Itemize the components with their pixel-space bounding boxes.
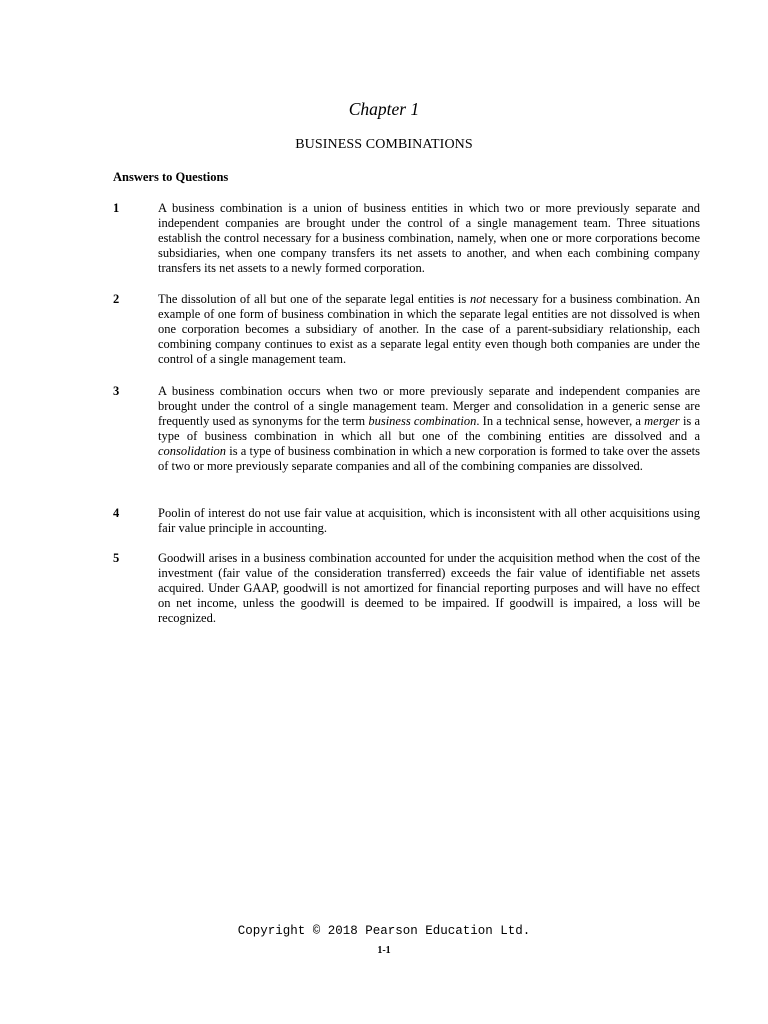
answer-number: 4 xyxy=(113,506,120,520)
answer-number: 3 xyxy=(113,384,120,398)
answer-text: Goodwill arises in a business combination accounted for under the acquisition method when the cost of the investment (fair value of the consideration transferred) exceeds the fair value of identifiable net assets acquired. Under GAAP, goodwill is not amortized for financial reporting purposes and will have no effect on net income, unless the goodwill is deemed to be impaired. If goodwill is impaired, a loss will be recognized. xyxy=(158,551,700,625)
answer-item-5 xyxy=(113,551,700,626)
term-consolidation: consolidation xyxy=(158,444,227,458)
emphasis-text: not xyxy=(470,292,487,306)
answer-text: A business combination is a union of business entities in which two or more previously separate and independent companies are brought under the control of a single management team. Three situations establish the control necessary for a business combination, namely, when one or more corporations become subsidiaries, when one company transfers its net assets to another, and when each combining company transfers its net assets to a newly formed corporation. xyxy=(158,201,700,275)
answer-text: Poolin of interest do not use fair value at acquisition, which is inconsistent with all other acquisitions using fair value principle in accounting. xyxy=(158,506,700,535)
answer-text-part: The dissolution of all but one of the separate legal entities is xyxy=(158,292,471,306)
copyright-footer: Copyright © 2018 Pearson Education Ltd. xyxy=(237,924,531,938)
section-subheading: Answers to Questions xyxy=(113,170,229,184)
answer-number: 5 xyxy=(113,551,120,565)
answer-number: 2 xyxy=(113,292,120,306)
chapter-heading: Chapter 1 xyxy=(348,99,420,119)
answer-number: 1 xyxy=(113,201,120,215)
answer-text xyxy=(158,384,700,474)
answer-item-4 xyxy=(113,506,700,536)
answer-text-part: is a type of business combination in which a new corporation is formed to take over the assets of two or more previously separate companies and all of the combining companies are dissolved. xyxy=(158,444,700,473)
answer-text-part: A business combination occurs when two or more previously separate and independent companies are brought under the control of a single management team. Merger and consolidation in a generic sense are frequently used as synonyms for the term xyxy=(158,384,700,428)
answer-text-part: . In a technical sense, however, a xyxy=(476,414,645,428)
answer-item-1 xyxy=(113,201,700,276)
page-title: BUSINESS COMBINATIONS xyxy=(295,137,473,152)
answer-item-3 xyxy=(113,384,700,474)
answer-text xyxy=(158,292,700,367)
page-number: 1-1 xyxy=(377,945,391,956)
answer-item-2 xyxy=(113,292,700,367)
term-merger: merger xyxy=(644,414,680,428)
answer-text-part: is a type of business combination in which all but one of the combining entities are dissolved and a xyxy=(158,414,701,443)
answer-text-part: necessary for a business combination. An example of one form of business combination in which the separate legal entities are not dissolved is when one corporation becomes a subsidiary of another. In the case of a parent-subsidiary relationship, each combining company continues to exist as a separate legal entity even though both companies are under the control of a single management team. xyxy=(158,292,701,366)
term-business-combination: business combination xyxy=(368,414,477,428)
